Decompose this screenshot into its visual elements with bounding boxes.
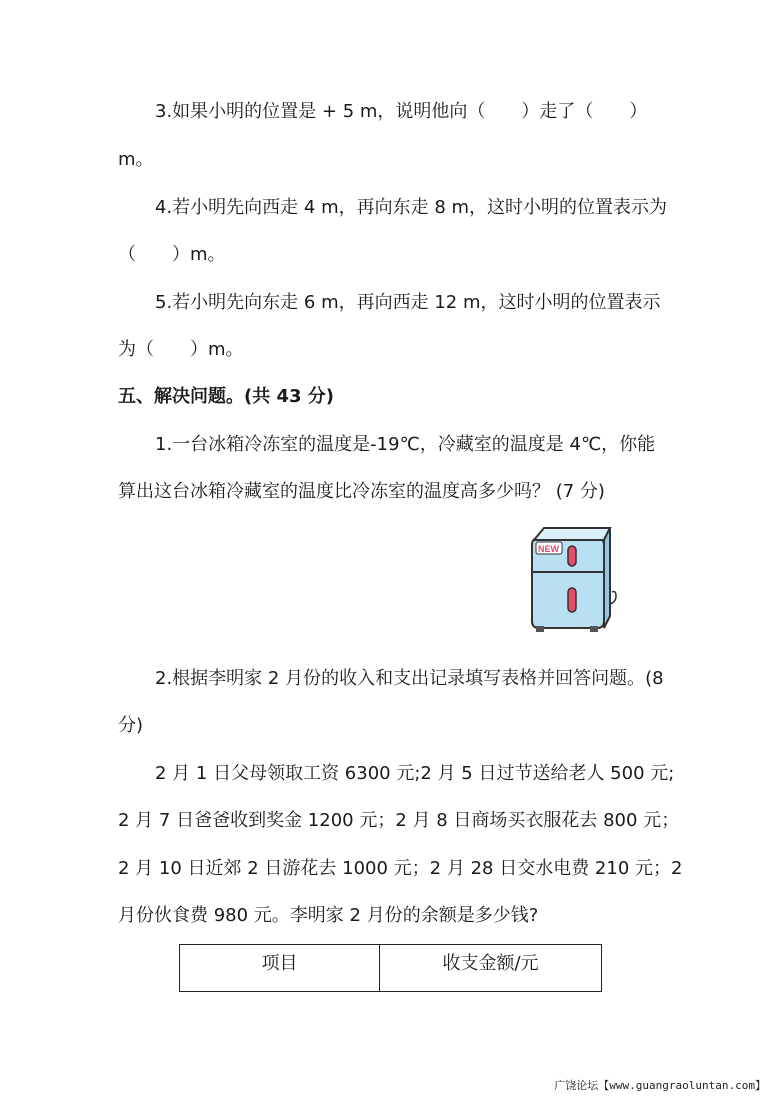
problem-2-line-5: 2 月 10 日近郊 2 日游花去 1000 元；2 月 28 日交水电费 210 元；2 — [118, 858, 683, 879]
problem-1-line-2: 算出这台冰箱冷藏室的温度比冷冻室的温度高多少吗？ (7 分) — [118, 481, 605, 502]
table-header-item: 项目 — [180, 945, 380, 992]
fridge-new-label: NEW — [538, 544, 559, 554]
problem-2-line-1: 2.根据李明家 2 月份的收入和支出记录填写表格并回答问题。(8 — [155, 668, 664, 689]
problem-2-line-3: 2 月 1 日父母领取工资 6300 元;2 月 5 日过节送给老人 500 元; — [155, 763, 675, 784]
problem-2-line-6: 月份伙食费 980 元。李明家 2 月份的余额是多少钱? — [118, 905, 539, 926]
income-expense-table — [179, 944, 602, 992]
question-4-line-2: （ ）m。 — [118, 244, 226, 265]
table-header-amount: 收支金额/元 — [380, 945, 602, 992]
question-5-line-2: 为（ ）m。 — [118, 339, 244, 360]
section-5-heading: 五、解决问题。(共 43 分) — [118, 386, 335, 407]
problem-2-line-4: 2 月 7 日爸爸收到奖金 1200 元；2 月 8 日商场买衣服花去 800 元； — [118, 810, 680, 831]
table-header-row — [180, 945, 602, 992]
question-4-line-1: 4.若小明先向西走 4 m，再向东走 8 m，这时小明的位置表示为 — [155, 197, 668, 218]
footer-watermark: 广饶论坛【www.guangraoluntan.com】 — [554, 1079, 766, 1092]
question-5-line-1: 5.若小明先向东走 6 m，再向西走 12 m，这时小明的位置表示 — [155, 292, 661, 313]
question-3-line-1: 3.如果小明的位置是 + 5 m，说明他向（ ）走了（ ） — [155, 101, 648, 122]
problem-1-line-1: 1.一台冰箱冷冻室的温度是-19℃，冷藏室的温度是 4℃，你能 — [155, 434, 656, 455]
question-3-line-2: m。 — [118, 149, 154, 170]
problem-2-line-2: 分) — [118, 715, 144, 736]
refrigerator-icon — [524, 524, 620, 636]
